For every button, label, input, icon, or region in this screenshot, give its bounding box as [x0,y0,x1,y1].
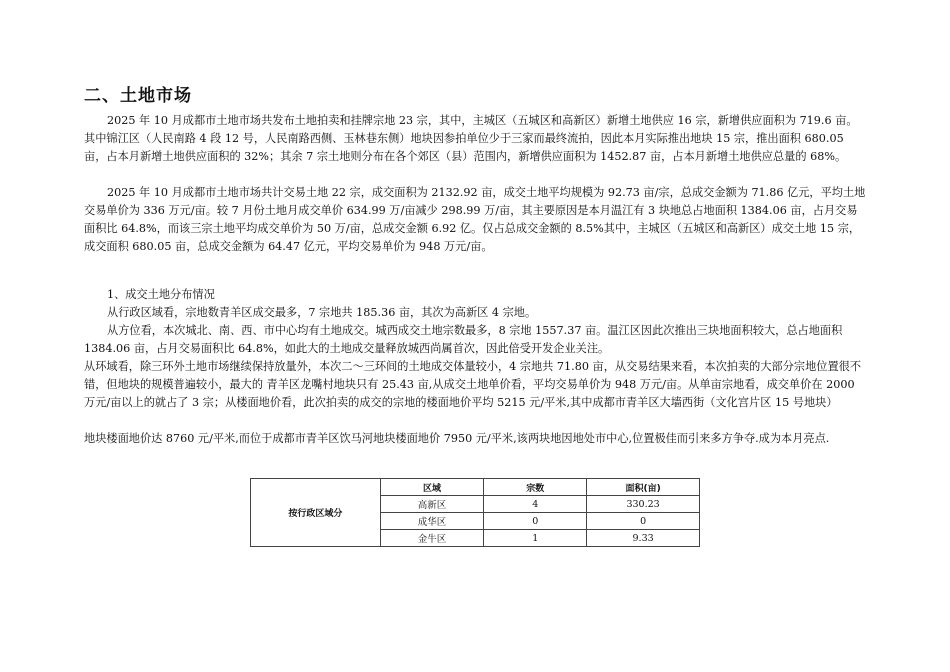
paragraph-supply: 2025 年 10 月成都市土地市场共发布土地拍卖和挂牌宗地 23 宗，其中，主城区（五城区和高新区）新增土地供应 16 宗，新增供应面积为 719.6 亩。其中锦江区（人民南路 4 段 12 号，人民南路西侧、玉林巷东侧）地块因参拍单位少于三家而最终流拍，因此本月实际推出地块 15 宗，推出面积 680.05 亩，占本月新增土地供应面积的 32%；其余 7 宗土地则分布在各个郊区（县）范围内，新增供应面积为 1452.87 亩，占本月新增土地供应总量的 68%。 [84,114,858,163]
cell-count: 1 [484,530,587,547]
cell-size: 0 [587,513,700,530]
table-row-header: 按行政区域分 [251,479,381,547]
sub-heading-distribution: 1、成交土地分布情况 [107,288,215,301]
cell-size: 330.23 [587,496,700,513]
column-header-size: 面积(亩) [587,479,700,496]
cell-count: 4 [484,496,587,513]
paragraph-ring-road: 从环域看，除三环外土地市场继续保持放量外，本次二～三环间的土地成交体量较小，4 宗地共 71.80 亩，从交易结果来看，本次拍卖的大部分宗地位置很不错，但地块的规模普遍较小，最大的 青羊区龙嘴村地块只有 25.43 亩,从成交土地单价看，平均交易单价为 948 万元/亩。从单亩宗地看，成交单价在 2000 万元/亩以上的就占了 3 宗；从楼面地价看，此次拍卖的成交的宗地的楼面地价平均 5215 元/平米,其中成都市青羊区大墙西街（文化宫片区 15 号地块） [84,360,862,409]
cell-area: 金牛区 [380,530,484,547]
paragraph-admin-region: 从行政区域看，宗地数青羊区成交最多，7 宗地共 185.36 亩，其次为高新区 4 宗地。 [107,306,537,319]
distribution-table [250,478,700,547]
paragraph-highlight: 地块楼面地价达 8760 元/平米,而位于成都市青羊区饮马河地块楼面地价 7950 元/平米,该两块地因地处市中心,位置极佳而引来多方争夺.成为本月亮点. [84,432,830,445]
column-header-count: 宗数 [484,479,587,496]
paragraph-direction: 从方位看，本次城北、南、西、市中心均有土地成交。城西成交土地宗数最多，8 宗地 1557.37 亩。温江区因此次推出三块地面积较大，总占地面积 1384.06 亩，占月交易面积比 64.8%，如此大的土地成交量释放城西尚属首次，因此倍受开发企业关注。 [84,324,843,355]
section-heading: 二、土地市场 [84,86,192,106]
cell-size: 9.33 [587,530,700,547]
column-header-area: 区域 [380,479,484,496]
cell-area: 成华区 [380,513,484,530]
cell-area: 高新区 [380,496,484,513]
cell-count: 0 [484,513,587,530]
table-header-row [251,479,700,496]
paragraph-transactions: 2025 年 10 月成都市土地市场共计交易土地 22 宗，成交面积为 2132.92 亩，成交土地平均规模为 92.73 亩/宗，总成交金额为 71.86 亿元，平均土地交易单价为 336 万元/亩。较 7 月份土地月成交单价 634.99 万/亩减少 298.99 万/亩，其主要原因是本月温江有 3 块地总占地面积 1384.06 亩，占月交易面积比 64.8%，而该三宗土地平均成交单价为 50 万/亩，总成交金额 6.92 亿。仅占总成交金额的 8.5%其中，主城区（五城区和高新区）成交土地 15 宗，成交面积 680.05 亩，总成交金额为 64.47 亿元，平均交易单价为 948 万元/亩。 [84,186,866,253]
